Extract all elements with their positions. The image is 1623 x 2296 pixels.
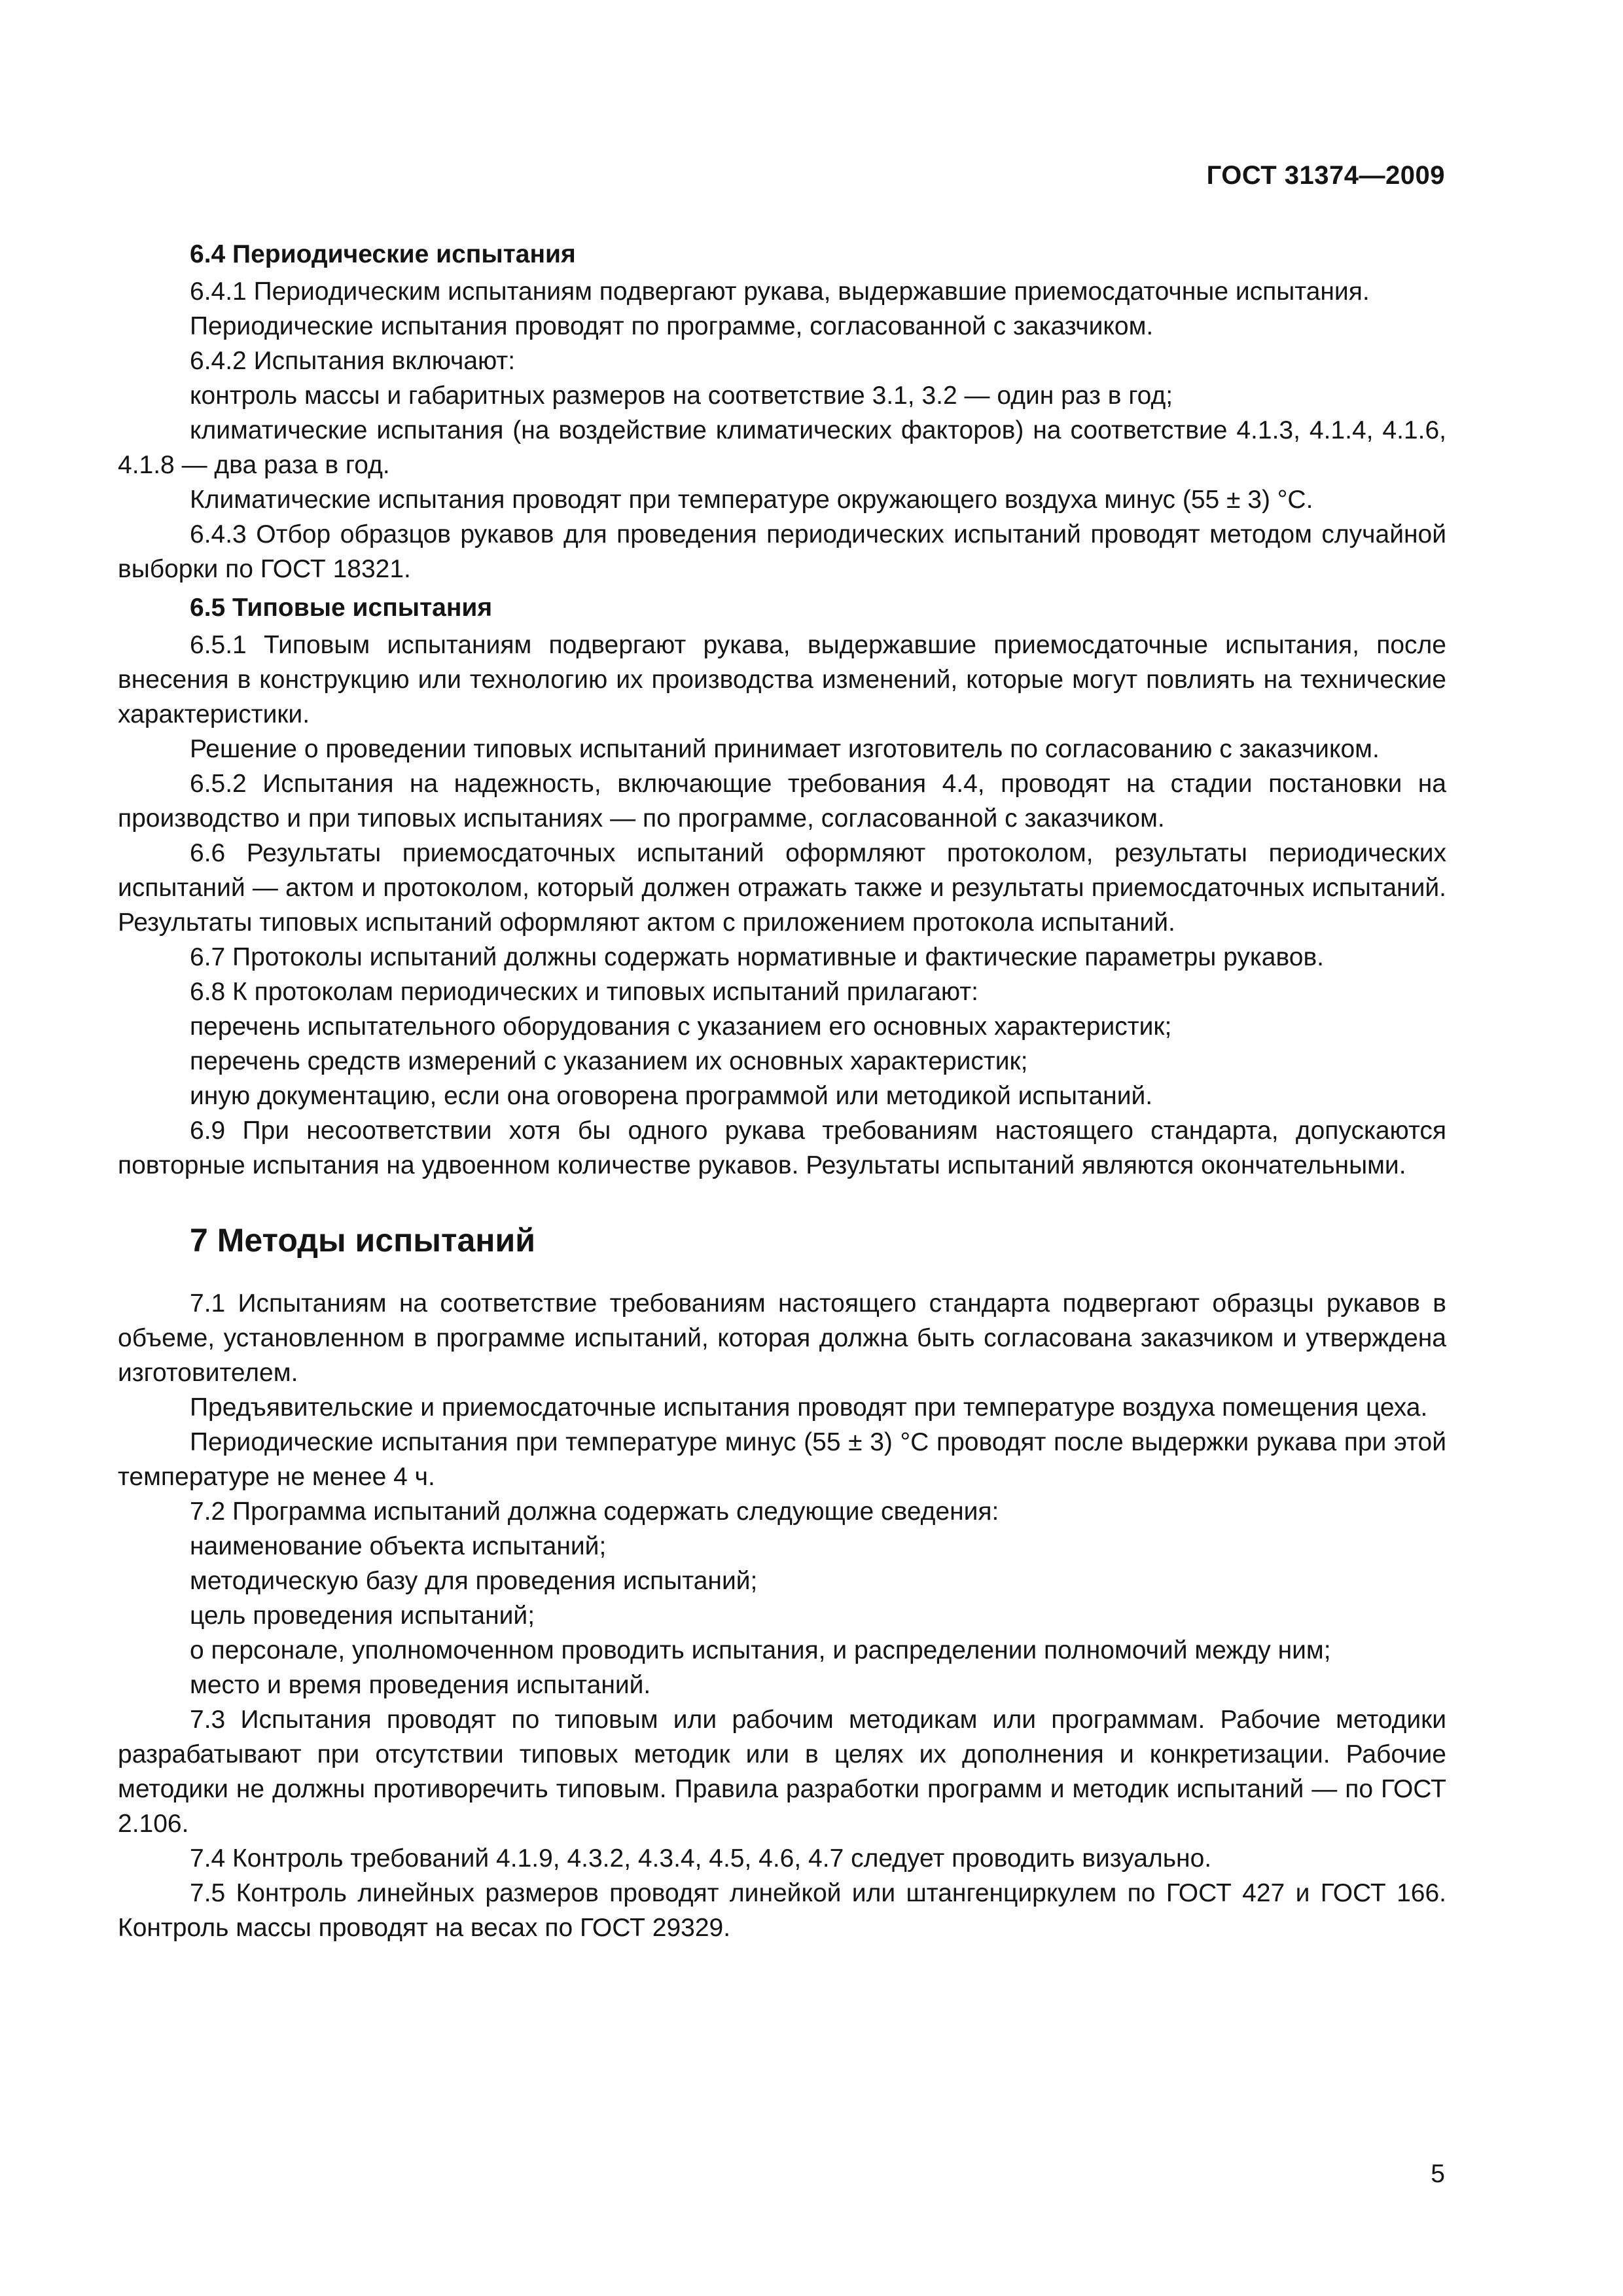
document-code-header: ГОСТ 31374—2009 (1206, 161, 1445, 190)
paragraph: 6.5.1 Типовым испытаниям подвергают рукава, выдержавшие приемосдаточные испытания, после внесения в конструкцию или технологию их производства изменений, которые могут повлиять на технические характеристики. (118, 631, 1446, 728)
list-item: методическую базу для проведения испытаний; (190, 1567, 758, 1595)
list-item: иную документацию, если она оговорена программой или методикой испытаний. (190, 1082, 1153, 1110)
paragraph: Решение о проведении типовых испытаний принимает изготовитель по согласованию с заказчиком. (190, 735, 1380, 763)
paragraph: 6.4.3 Отбор образцов рукавов для проведения периодических испытаний проводят методом случайной выборки по ГОСТ 18321. (118, 520, 1446, 583)
list-item: контроль массы и габаритных размеров на соответствие 3.1, 3.2 — один раз в год; (190, 382, 1173, 410)
paragraph: 7.2 Программа испытаний должна содержать следующие сведения: (190, 1498, 999, 1526)
list-item: место и время проведения испытаний. (190, 1671, 651, 1699)
subsection-title-6-5: 6.5 Типовые испытания (190, 594, 493, 622)
paragraph: 6.4.2 Испытания включают: (190, 347, 516, 375)
paragraph: Периодические испытания проводят по программе, согласованной с заказчиком. (190, 312, 1154, 340)
paragraph: 6.7 Протоколы испытаний должны содержать нормативные и фактические параметры рукавов. (190, 943, 1325, 971)
list-item: о персонале, уполномоченном проводить испытания, и распределении полномочий между ним; (190, 1636, 1331, 1664)
paragraph: 7.5 Контроль линейных размеров проводят линейкой или штангенциркулем по ГОСТ 427 и ГОСТ 166. Контроль массы проводят на весах по ГОСТ 29329. (118, 1879, 1446, 1942)
paragraph: 7.3 Испытания проводят по типовым или рабочим методикам или программам. Рабочие методики разрабатывают при отсутствии типовых методик или в целях их дополнения и конкретизации. Рабочие методики не должны противоречить типовым. Правила разработки программ и методик испытаний — по ГОСТ 2.106. (118, 1706, 1446, 1838)
paragraph: Предъявительские и приемосдаточные испытания проводят при температуре воздуха помещения цеха. (190, 1393, 1428, 1422)
paragraph: 6.6 Результаты приемосдаточных испытаний оформляют протоколом, результаты периодических испытаний — актом и протоколом, который должен отражать также и результаты приемосдаточных испытаний. Результаты типовых испытаний оформляют актом с приложением протокола испытаний. (118, 839, 1446, 937)
paragraph: 6.8 К протоколам периодических и типовых испытаний прилагают: (190, 978, 978, 1006)
list-item: перечень средств измерений с указанием их основных характеристик; (190, 1047, 1028, 1075)
document-body (118, 233, 1446, 1945)
list-item: климатические испытания (на воздействие климатических факторов) на соответствие 4.1.3, 4.1.4, 4.1.6, 4.1.8 — два раза в год. (118, 416, 1446, 479)
paragraph: 6.5.2 Испытания на надежность, включающие требования 4.4, проводят на стадии постановки на производство и при типовых испытаниях — по программе, согласованной с заказчиком. (118, 770, 1446, 833)
paragraph: 7.1 Испытаниям на соответствие требованиям настоящего стандарта подвергают образцы рукавов в объеме, установленном в программе испытаний, которая должна быть согласована заказчиком и утверждена изготовителем. (118, 1289, 1446, 1387)
paragraph: 6.4.1 Периодическим испытаниям подвергают рукава, выдержавшие приемосдаточные испытания. (190, 278, 1370, 306)
paragraph: 6.9 При несоответствии хотя бы одного рукава требованиям настоящего стандарта, допускаются повторные испытания на удвоенном количестве рукавов. Результаты испытаний являются окончательными. (118, 1117, 1446, 1179)
paragraph: Периодические испытания при температуре минус (55 ± 3) °С проводят после выдержки рукава при этой температуре не менее 4 ч. (118, 1428, 1446, 1491)
paragraph: 7.4 Контроль требований 4.1.9, 4.3.2, 4.3.4, 4.5, 4.6, 4.7 следует проводить визуально. (190, 1844, 1212, 1873)
list-item: наименование объекта испытаний; (190, 1532, 607, 1560)
paragraph: Климатические испытания проводят при температуре окружающего воздуха минус (55 ± 3) °С. (190, 486, 1313, 514)
page-number: 5 (1431, 2160, 1445, 2188)
list-item: перечень испытательного оборудования с указанием его основных характеристик; (190, 1013, 1172, 1041)
list-item: цель проведения испытаний; (190, 1602, 535, 1630)
section-title-7: 7 Методы испытаний (190, 1222, 535, 1259)
subsection-title-6-4: 6.4 Периодические испытания (190, 240, 576, 268)
